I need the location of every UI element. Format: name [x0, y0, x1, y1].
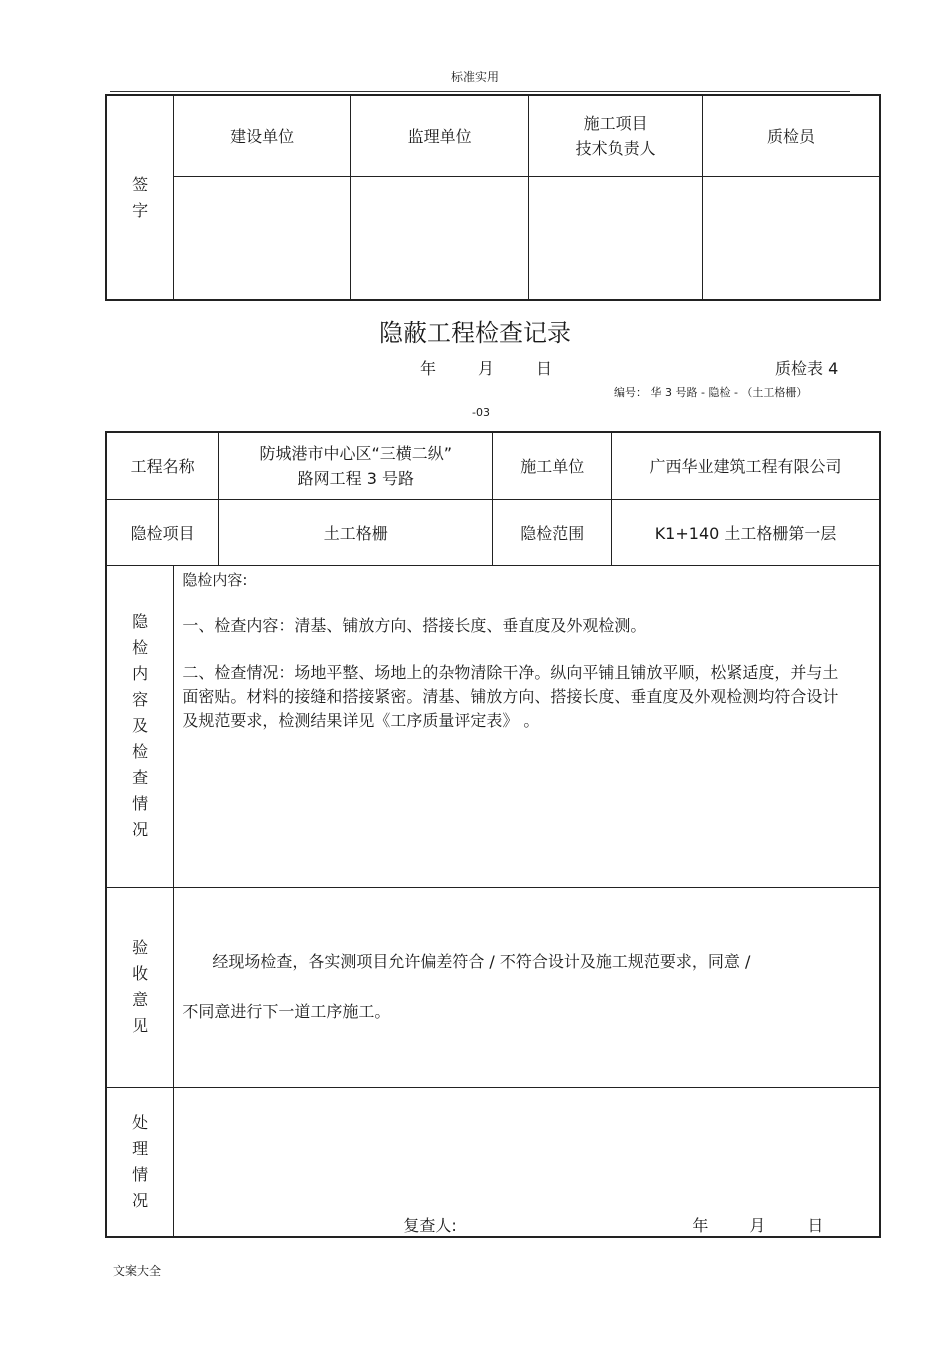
content-line-2: 二、检查情况：场地平整、场地上的杂物清除干净。纵向平铺且铺放平顺，松紧适度，并与土 — [182, 662, 839, 682]
date-month: 月 — [478, 359, 495, 378]
form-number: 质检表 4 — [775, 359, 839, 378]
opinion-section-label — [106, 887, 174, 1087]
header-rule — [110, 91, 850, 92]
date-year: 年 — [420, 359, 437, 378]
content-section-text: 隐检内容及检查情况 — [132, 612, 149, 839]
content-section-label — [106, 565, 174, 887]
opinion-line-1: 经现场检查，各实测项目允许偏差符合 / 不符合设计及施工规范要求，同意 / — [212, 952, 751, 971]
date-day: 日 — [536, 359, 553, 378]
content-line-3: 面密贴。材料的接缝和搭接紧密。清基、铺放方向、搭接长度、垂直度及外观检测均符合设计 — [182, 686, 839, 706]
acceptance-opinion-cell — [174, 887, 880, 1087]
contractor-value: 广西华业建筑工程有限公司 — [612, 432, 880, 499]
sig-col-technical-lead: 施工项目 技术负责人 — [529, 95, 703, 176]
inspection-range-value: K1+140 土工格栅第一层 — [612, 499, 880, 565]
sig-cell-construction-unit[interactable] — [174, 176, 351, 300]
content-heading: 隐检内容: — [182, 570, 248, 589]
sig-cell-supervision-unit[interactable] — [350, 176, 529, 300]
handling-cell — [174, 1087, 880, 1237]
inspection-content-cell — [174, 565, 880, 887]
reviewer-label: 复查人: — [403, 1216, 457, 1235]
opinion-line-2: 不同意进行下一道工序施工。 — [182, 1002, 391, 1021]
content-line-1: 一、检查内容：清基、铺放方向、搭接长度、垂直度及外观检测。 — [182, 615, 647, 635]
review-date-year: 年 — [692, 1216, 709, 1235]
record-code: 编号： 华 3 号路 - 隐检 - （土工格栅） — [614, 386, 808, 399]
opinion-section-text: 验收意见 — [132, 938, 149, 1035]
signature-table — [105, 94, 881, 301]
inspection-item-value: 土工格栅 — [219, 499, 493, 565]
project-name-value: 防城港市中心区“三横二纵” 路网工程 3 号路 — [219, 432, 493, 499]
record-table — [105, 431, 881, 1238]
handling-section-label — [106, 1087, 174, 1237]
page-footer-label: 文案大全 — [113, 1264, 162, 1278]
project-name-label: 工程名称 — [106, 432, 219, 499]
review-date-day: 日 — [807, 1216, 824, 1235]
inspection-range-label: 隐检范围 — [493, 499, 612, 565]
inspection-item-label: 隐检项目 — [106, 499, 219, 565]
content-line-4: 及规范要求，检测结果详见《工序质量评定表》 。 — [182, 710, 540, 730]
record-code-suffix: -03 — [472, 406, 490, 419]
sig-cell-technical-lead[interactable] — [529, 176, 703, 300]
contractor-label: 施工单位 — [493, 432, 612, 499]
signature-label-text: 签字 — [132, 174, 149, 220]
sig-col-construction-unit: 建设单位 — [174, 95, 351, 176]
page-header-label: 标准实用 — [450, 70, 499, 84]
review-date-month: 月 — [749, 1216, 766, 1235]
sig-cell-quality-inspector[interactable] — [702, 176, 880, 300]
document-title: 隐蔽工程检查记录 — [379, 319, 571, 347]
signature-row-label — [106, 95, 174, 300]
sig-col-supervision-unit: 监理单位 — [350, 95, 529, 176]
sig-col-quality-inspector: 质检员 — [702, 95, 880, 176]
handling-section-text: 处理情况 — [132, 1112, 149, 1210]
